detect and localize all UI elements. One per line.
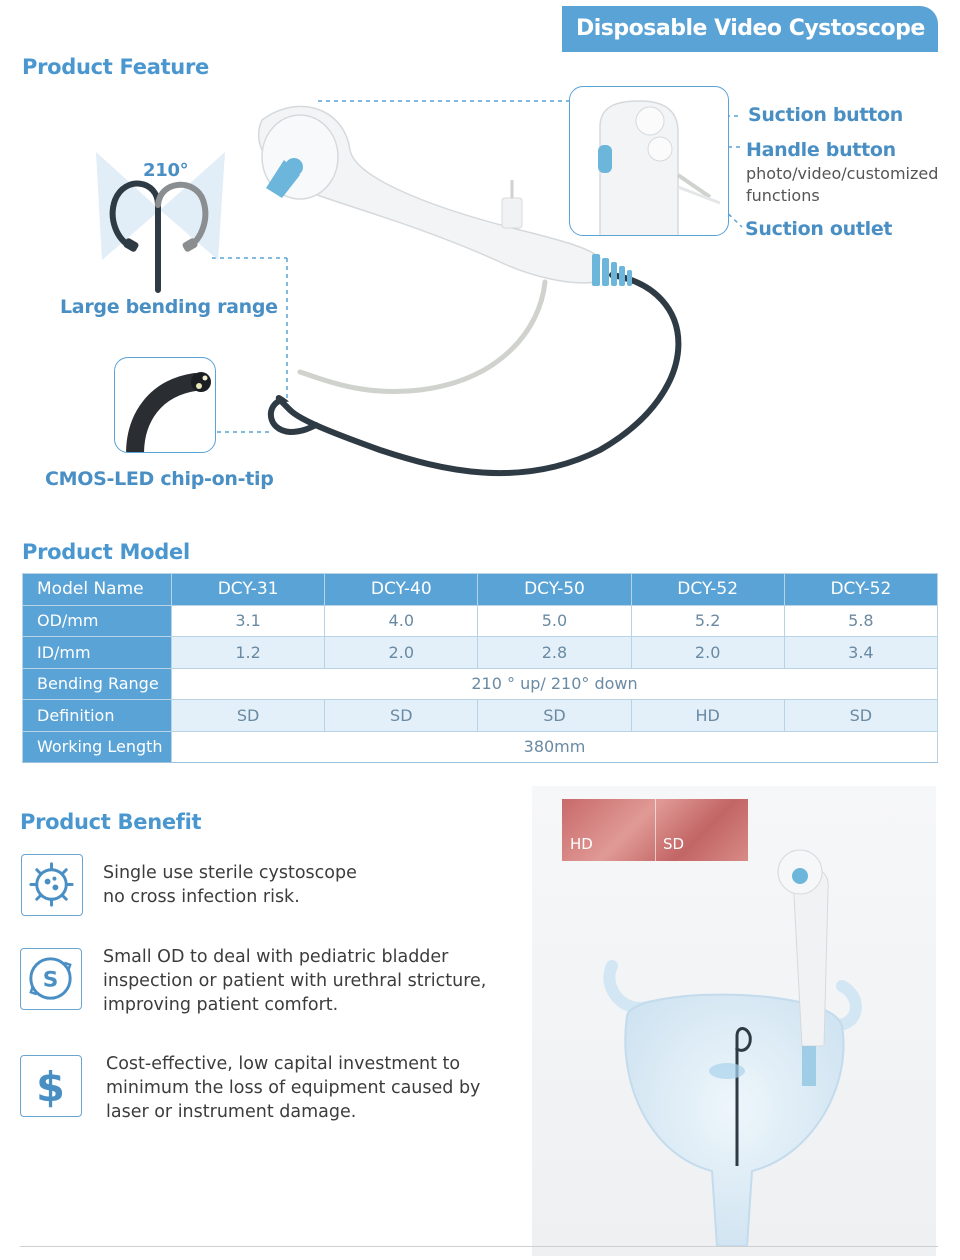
- table-cell: 5.0: [478, 605, 631, 637]
- benefit-line: improving patient comfort.: [103, 995, 339, 1015]
- column-header: DCY-40: [325, 574, 478, 606]
- table-cell: 2.8: [478, 637, 631, 669]
- bending-angle-label: 210°: [143, 160, 189, 181]
- benefit-line: laser or instrument damage.: [106, 1102, 357, 1122]
- benefit-line: Single use sterile cystoscope: [103, 863, 357, 883]
- bending-range-label: Large bending range: [60, 296, 278, 318]
- product-benefit-heading: Product Benefit: [20, 810, 202, 834]
- hd-sd-comparison-image: [562, 799, 748, 861]
- table-cell: SD: [172, 700, 325, 732]
- svg-text:S: S: [42, 967, 59, 993]
- product-model-table: [22, 573, 938, 763]
- small-od-icon: [20, 948, 82, 1010]
- table-cell: 3.4: [784, 637, 937, 669]
- page-bottom-rule: [20, 1246, 938, 1247]
- table-cell: 1.2: [172, 637, 325, 669]
- table-cell: HD: [631, 700, 784, 732]
- row-label: Bending Range: [23, 668, 172, 700]
- comparison-divider: [655, 799, 656, 861]
- table-cell: 5.8: [784, 605, 937, 637]
- table-bottom-rule: [22, 762, 938, 763]
- table-cell: 5.2: [631, 605, 784, 637]
- virus-icon: [21, 854, 83, 916]
- handle-button-sub-line2: functions: [746, 186, 820, 205]
- handle-button-label: Handle button: [746, 139, 896, 161]
- benefit-text-3: [106, 1052, 480, 1124]
- row-label: Working Length: [23, 731, 172, 763]
- handle-button-sub-line1: photo/video/customized: [746, 164, 939, 183]
- header-model-name: Model Name: [23, 574, 172, 606]
- suction-button-label: Suction button: [748, 104, 903, 126]
- benefit-text-2: [103, 945, 486, 1017]
- table-cell: SD: [478, 700, 631, 732]
- table-cell: 2.0: [631, 637, 784, 669]
- benefit-line: inspection or patient with urethral stricture,: [103, 971, 487, 991]
- dollar-icon: [20, 1055, 82, 1117]
- table-row-bending: [23, 668, 938, 700]
- benefit-line: Small OD to deal with pediatric bladder: [103, 947, 449, 967]
- table-cell: SD: [325, 700, 478, 732]
- table-cell: 210 ° up/ 210° down: [172, 668, 938, 700]
- column-header: DCY-52: [631, 574, 784, 606]
- svg-text:$: $: [36, 1063, 65, 1112]
- suction-outlet-label: Suction outlet: [745, 218, 893, 240]
- benefit-line: minimum the loss of equipment caused by: [106, 1078, 481, 1098]
- column-header: DCY-31: [172, 574, 325, 606]
- table-cell: 380mm: [172, 731, 938, 763]
- row-label: ID/mm: [23, 637, 172, 669]
- table-cell: 2.0: [325, 637, 478, 669]
- table-row-od: [23, 605, 938, 637]
- benefit-line: Cost-effective, low capital investment to: [106, 1054, 461, 1074]
- hd-label: HD: [570, 835, 593, 853]
- row-label: Definition: [23, 700, 172, 732]
- handle-closeup-thumbnail: [569, 86, 729, 236]
- product-model-heading: Product Model: [22, 540, 190, 564]
- benefit-line: no cross infection risk.: [103, 887, 300, 907]
- column-header: DCY-52: [784, 574, 937, 606]
- benefit-text-1: [103, 861, 357, 909]
- table-header-row: [23, 574, 938, 606]
- cmos-led-label: CMOS-LED chip-on-tip: [45, 468, 274, 490]
- product-feature-heading: Product Feature: [22, 55, 209, 79]
- table-row-id: [23, 637, 938, 669]
- page-title-tab: Disposable Video Cystoscope: [562, 6, 938, 52]
- table-cell: 4.0: [325, 605, 478, 637]
- cmos-tip-thumbnail: [114, 357, 216, 453]
- column-header: DCY-50: [478, 574, 631, 606]
- sd-label: SD: [663, 835, 685, 853]
- table-row-definition: [23, 700, 938, 732]
- row-label: OD/mm: [23, 605, 172, 637]
- table-cell: SD: [784, 700, 937, 732]
- table-cell: 3.1: [172, 605, 325, 637]
- table-row-length: [23, 731, 938, 763]
